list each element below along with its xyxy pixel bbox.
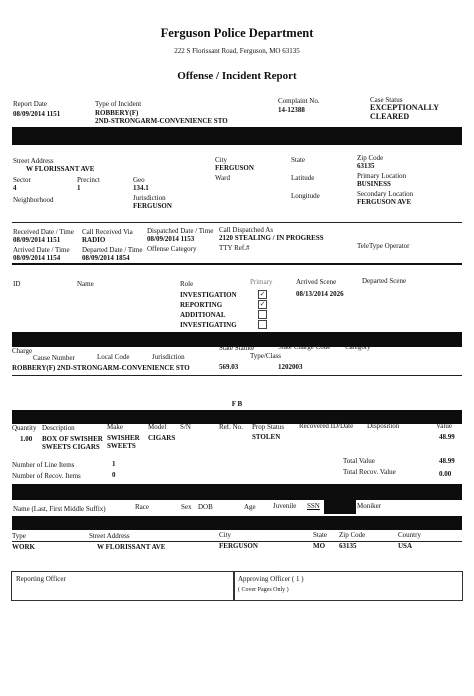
- officer-role-label: Role: [180, 280, 194, 288]
- redaction-bar: [324, 500, 356, 514]
- longitude-label: Longitude: [291, 192, 320, 200]
- reporting-officer-box[interactable]: [11, 571, 235, 601]
- officer-id-label: ID: [13, 280, 21, 288]
- case-status-line-2: CLEARED: [370, 112, 410, 121]
- recov-items-value: 0: [112, 471, 116, 479]
- recovered-label: Recovered ID/Date: [299, 422, 354, 430]
- role-reporting: REPORTING: [180, 301, 223, 309]
- report-title: Offense / Incident Report: [177, 70, 297, 82]
- arrived-value: 08/09/2014 1154: [13, 254, 61, 262]
- primary-checkbox-investigation[interactable]: ✓: [259, 290, 266, 298]
- address-type-label: Type: [12, 532, 26, 540]
- model-label: Model: [148, 423, 167, 431]
- person-name-label: Name (Last, First Middle Suffix): [13, 505, 106, 513]
- description-label: Description: [42, 424, 75, 432]
- prop-status-value: STOLEN: [252, 433, 281, 441]
- jurisdiction-label: Jurisdiction: [133, 194, 166, 202]
- recov-items-label: Number of Recov. Items: [12, 472, 81, 480]
- officer-name-label: Name: [77, 280, 94, 288]
- section-divider: [12, 222, 462, 223]
- approving-officer-label: Approving Officer ( 1 ): [238, 575, 304, 583]
- address-country-value: USA: [398, 542, 413, 550]
- state-charge-code-label: State Charge Code: [278, 343, 331, 351]
- street-value: W FLORISSANT AVE: [26, 165, 95, 173]
- precinct-value: 1: [77, 184, 81, 192]
- cause-number-label: Cause Number: [33, 354, 75, 362]
- sector-label: Sector: [13, 176, 31, 184]
- value-label: Value: [436, 422, 452, 430]
- ref-no-label: Ref. No.: [219, 423, 243, 431]
- charge-label: Charge: [12, 347, 33, 355]
- sector-value: 4: [13, 184, 17, 192]
- cover-pages-label: ( Cover Pages Only ): [238, 587, 289, 593]
- approving-officer-box[interactable]: [233, 571, 463, 601]
- geo-label: Geo: [133, 176, 145, 184]
- address-state-label: State: [313, 531, 327, 539]
- dispatched-as-value: 2120 STEALING / IN PROGRESS: [219, 234, 324, 242]
- ward-label: Ward: [215, 174, 230, 182]
- role-investigating: INVESTIGATING: [180, 321, 237, 329]
- make-label: Make: [107, 423, 123, 431]
- dob-label: DOB: [198, 503, 213, 511]
- jurisdiction-value: FERGUSON: [133, 202, 172, 210]
- report-date: 08/09/2014 1151: [13, 110, 61, 118]
- received-via-value: RADIO: [82, 236, 106, 244]
- received-via-label: Call Received Via: [82, 228, 133, 236]
- redaction-bar: [12, 127, 462, 145]
- total-value-label: Total Value: [343, 457, 375, 465]
- city-label: City: [215, 156, 228, 164]
- departed-scene-label: Departed Scene: [362, 277, 407, 285]
- incident-type-line-1: ROBBERY(F): [95, 109, 139, 117]
- address-zip-value: 63135: [339, 542, 357, 550]
- age-label: Age: [244, 503, 256, 511]
- geo-value: 134.1: [133, 184, 149, 192]
- state-statute-label: State Statute: [219, 344, 255, 352]
- latitude-label: Latitude: [291, 174, 315, 182]
- report-date-label: Report Date: [13, 100, 48, 108]
- incident-type-line-2: 2ND-STRONGARM-CONVENIENCE STO: [95, 117, 228, 125]
- address-state-value: MO: [313, 542, 326, 550]
- case-status-line-1: EXCEPTIONALLY: [370, 103, 440, 112]
- secondary-location-value: FERGUSON AVE: [357, 198, 412, 206]
- street-label: Street Address: [13, 157, 54, 165]
- address-type-value: WORK: [12, 543, 35, 551]
- model-value: CIGARS: [148, 434, 176, 442]
- sex-label: Sex: [181, 503, 192, 511]
- dispatched-value: 08/09/2014 1153: [147, 235, 195, 243]
- departed-value: 08/09/2014 1854: [82, 254, 130, 262]
- dispatched-label: Dispatched Date / Time: [147, 227, 214, 235]
- primary-label: Primary: [250, 278, 273, 286]
- prop-status-label: Prop Status: [252, 423, 285, 431]
- section-divider: [12, 375, 462, 376]
- zip-value: 63135: [357, 162, 375, 170]
- secondary-location-label: Secondary Location: [357, 190, 414, 198]
- quantity-label: Quantity: [12, 424, 37, 432]
- charge-text: ROBBERY(F) 2ND-STRONGARM-CONVENIENCE STO: [12, 364, 190, 372]
- ssn-label: SSN: [307, 502, 320, 510]
- fb-heading: F B: [231, 400, 243, 408]
- local-code-label: Local Code: [97, 353, 130, 361]
- complaint-label: Complaint No.: [278, 97, 320, 105]
- case-status-label: Case Status: [370, 96, 403, 104]
- zip-label: Zip Code: [357, 154, 384, 162]
- description-line-2: SWEETS CIGARS: [42, 443, 100, 451]
- primary-location-value: BUSINESS: [357, 180, 391, 188]
- primary-checkbox-additional[interactable]: [258, 310, 267, 319]
- make-line-2: SWEETS: [107, 442, 136, 450]
- address-street-label: Street Address: [89, 532, 130, 540]
- precinct-label: Precinct: [77, 176, 100, 184]
- arrived-scene-label: Arrived Scene: [296, 278, 337, 286]
- role-investigation: INVESTIGATION: [180, 291, 237, 299]
- line-items-value: 1: [112, 460, 116, 468]
- value-value: 48.99: [439, 433, 455, 441]
- juvenile-label: Juvenile: [273, 502, 297, 510]
- received-value: 08/09/2014 1151: [13, 236, 61, 244]
- address-street-value: W FLORISSANT AVE: [97, 543, 166, 551]
- quantity-value: 1.00: [20, 435, 33, 443]
- neighborhood-label: Neighborhood: [13, 196, 54, 204]
- role-additional: ADDITIONAL: [180, 311, 226, 319]
- received-label: Received Date / Time: [13, 228, 74, 236]
- category-label: Category: [345, 343, 371, 351]
- disposition-label: Disposition: [367, 422, 400, 430]
- sn-label: S/N: [180, 423, 191, 431]
- reporting-officer-label: Reporting Officer: [16, 575, 66, 583]
- department-address: 222 S Florissant Road, Ferguson, MO 63135: [174, 47, 300, 55]
- redaction-bar: [12, 484, 462, 500]
- section-divider: [12, 263, 462, 265]
- address-zip-label: Zip Code: [339, 531, 366, 539]
- total-recov-label: Total Recov. Value: [343, 468, 396, 476]
- total-recov-value: 0.00: [439, 470, 452, 478]
- race-label: Race: [135, 503, 149, 511]
- city-value: FERGUSON: [215, 164, 254, 172]
- dispatched-as-label: Call Dispatched As: [219, 226, 274, 234]
- arrived-scene-investigation: 08/13/2014 2026: [296, 290, 344, 298]
- arrived-label: Arrived Date / Time: [13, 246, 70, 254]
- description-line-1: BOX OF SWISHER: [42, 435, 103, 443]
- redaction-bar: [12, 516, 462, 530]
- incident-type-label: Type of Incident: [95, 100, 142, 108]
- type-class-label: Type/Class: [250, 352, 282, 360]
- line-items-label: Number of Line Items: [12, 461, 75, 469]
- departed-label: Departed Date / Time: [82, 246, 143, 254]
- offense-category-label: Offense Category: [147, 245, 197, 253]
- statute-value: 569.03: [219, 363, 239, 371]
- address-city-value: FERGUSON: [219, 542, 258, 550]
- primary-checkbox-reporting[interactable]: ✓: [259, 300, 266, 308]
- moniker-label: Moniker: [357, 502, 382, 510]
- make-line-1: SWISHER: [107, 434, 140, 442]
- tty-label: TTY Ref.#: [219, 244, 250, 252]
- teletype-label: TeleType Operator: [357, 242, 410, 250]
- primary-checkbox-investigating[interactable]: [258, 320, 267, 329]
- address-country-label: Country: [398, 531, 421, 539]
- charge-jurisdiction-label: Jurisdiction: [152, 353, 185, 361]
- charge-code-value: 1202003: [278, 363, 303, 371]
- complaint-number: 14-12388: [278, 106, 305, 114]
- total-value: 48.99: [439, 457, 455, 465]
- address-city-label: City: [219, 531, 232, 539]
- state-label: State: [291, 156, 305, 164]
- department-title: Ferguson Police Department: [160, 26, 314, 40]
- primary-location-label: Primary Location: [357, 172, 407, 180]
